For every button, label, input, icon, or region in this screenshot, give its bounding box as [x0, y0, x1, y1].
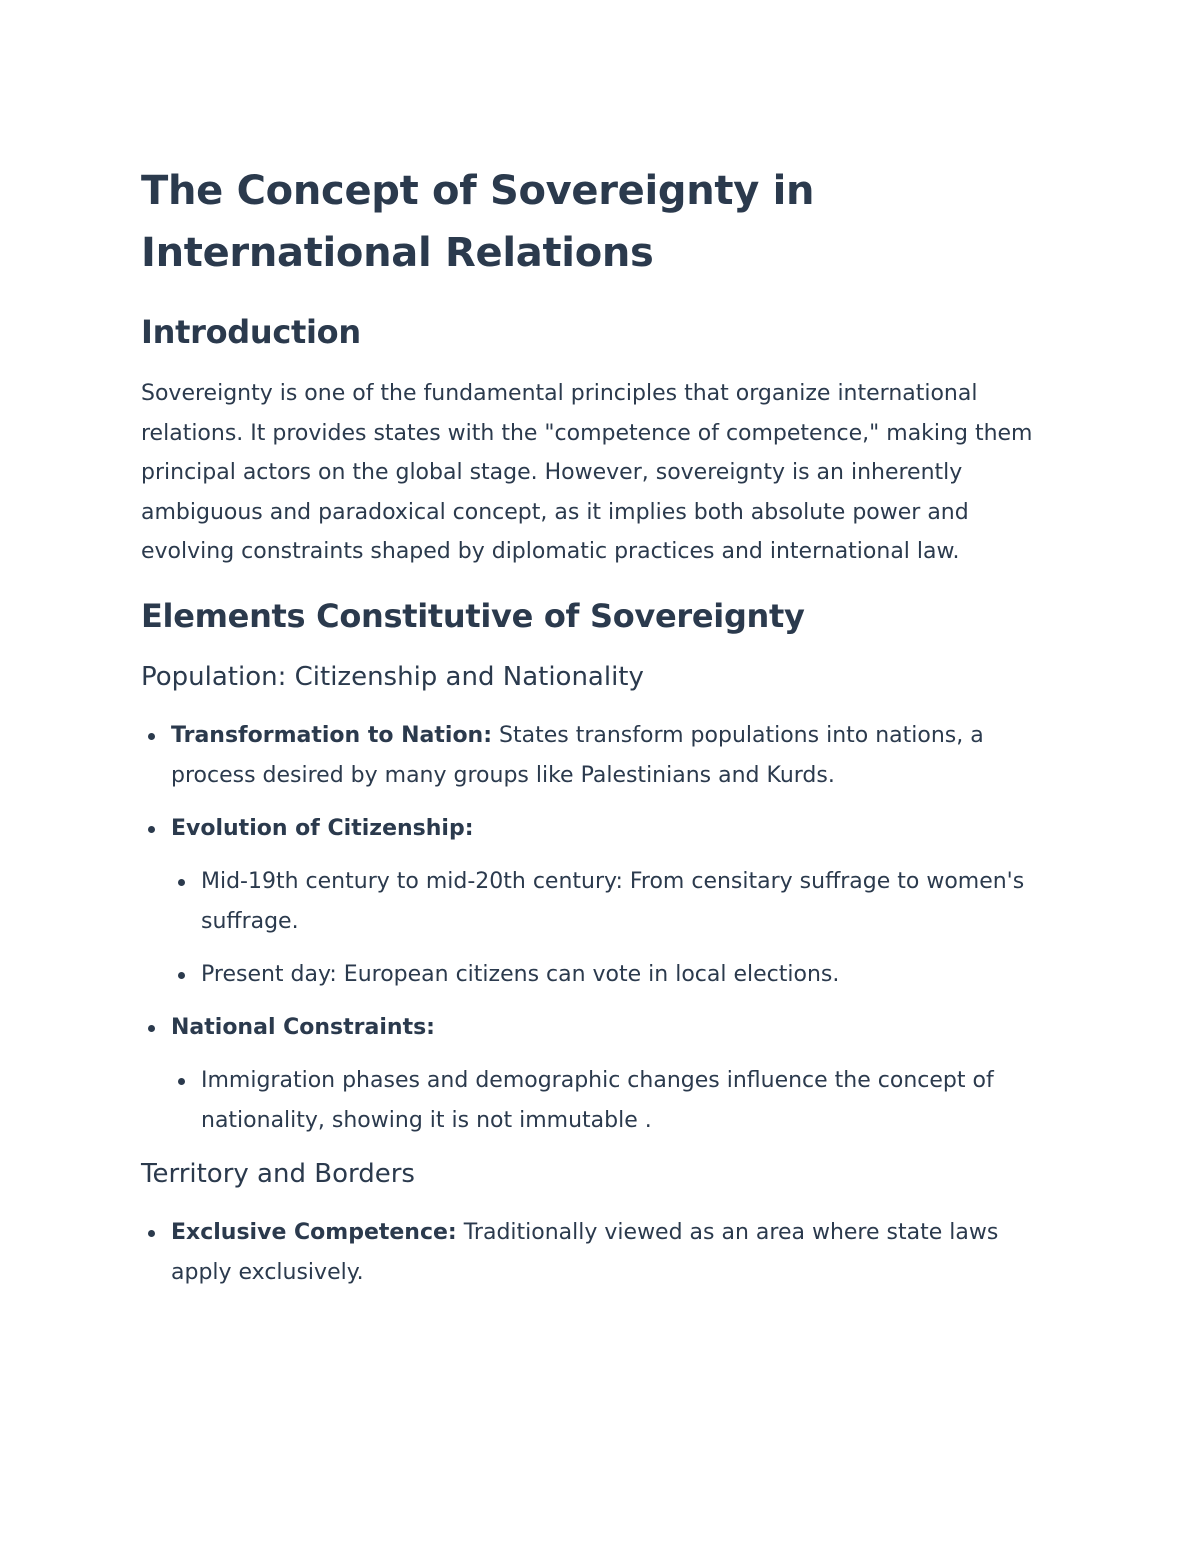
nested-list-item-text: Mid-19th century to mid-20th century: From censitary suffrage to women's suffrage. [201, 868, 1025, 934]
list-item-term: Transformation to Nation: [171, 722, 493, 748]
bullet-icon [178, 972, 185, 979]
introduction-paragraph: Sovereignty is one of the fundamental principles that organize international relations. It provides states with the "competence of competence," making them principal actors on the global stage. However, sovereignty is an inherently ambiguous and paradoxical concept, as it implies both absolute power and evolving constraints shaped by diplomatic practices and international law. [141, 381, 1033, 564]
document-title: The Concept of Sovereignty in International Relations [141, 168, 815, 276]
territory-list [171, 1213, 1061, 1293]
list-item-text: Traditionally viewed as an area where state laws apply exclusively. [171, 1219, 999, 1285]
population-heading: Population: Citizenship and Nationality [141, 661, 644, 692]
bullet-icon [148, 826, 155, 833]
elements-heading: Elements Constitutive of Sovereignty [141, 596, 805, 635]
list-item-term: Evolution of Citizenship: [171, 815, 474, 841]
nested-list [201, 1061, 1061, 1141]
nested-list-item-text: Immigration phases and demographic changes influence the concept of nationality, showing it is not immutable . [201, 1067, 994, 1133]
bullet-icon [148, 733, 155, 740]
nested-list [201, 862, 1061, 995]
list-item-term: National Constraints: [171, 1014, 435, 1040]
bullet-icon [148, 1025, 155, 1032]
list-item-evolution [171, 809, 1061, 995]
list-item-exclusive-competence [171, 1213, 1061, 1293]
nested-list-item [201, 1061, 1061, 1141]
list-item-term: Exclusive Competence: [171, 1219, 457, 1245]
bullet-icon [178, 879, 185, 886]
list-item-constraints [171, 1008, 1061, 1141]
bullet-icon [178, 1078, 185, 1085]
nested-list-item-text: Present day: European citizens can vote in local elections. [201, 961, 840, 987]
document-page [141, 160, 1061, 1293]
population-list [171, 716, 1061, 1141]
territory-heading: Territory and Borders [141, 1158, 415, 1189]
nested-list-item [201, 862, 1061, 942]
nested-list-item [201, 955, 1061, 995]
introduction-heading: Introduction [141, 313, 361, 351]
bullet-icon [148, 1230, 155, 1237]
list-item-transformation [171, 716, 1061, 796]
list-item-text: States transform populations into nations, a process desired by many groups like Palestinians and Kurds. [171, 722, 984, 788]
